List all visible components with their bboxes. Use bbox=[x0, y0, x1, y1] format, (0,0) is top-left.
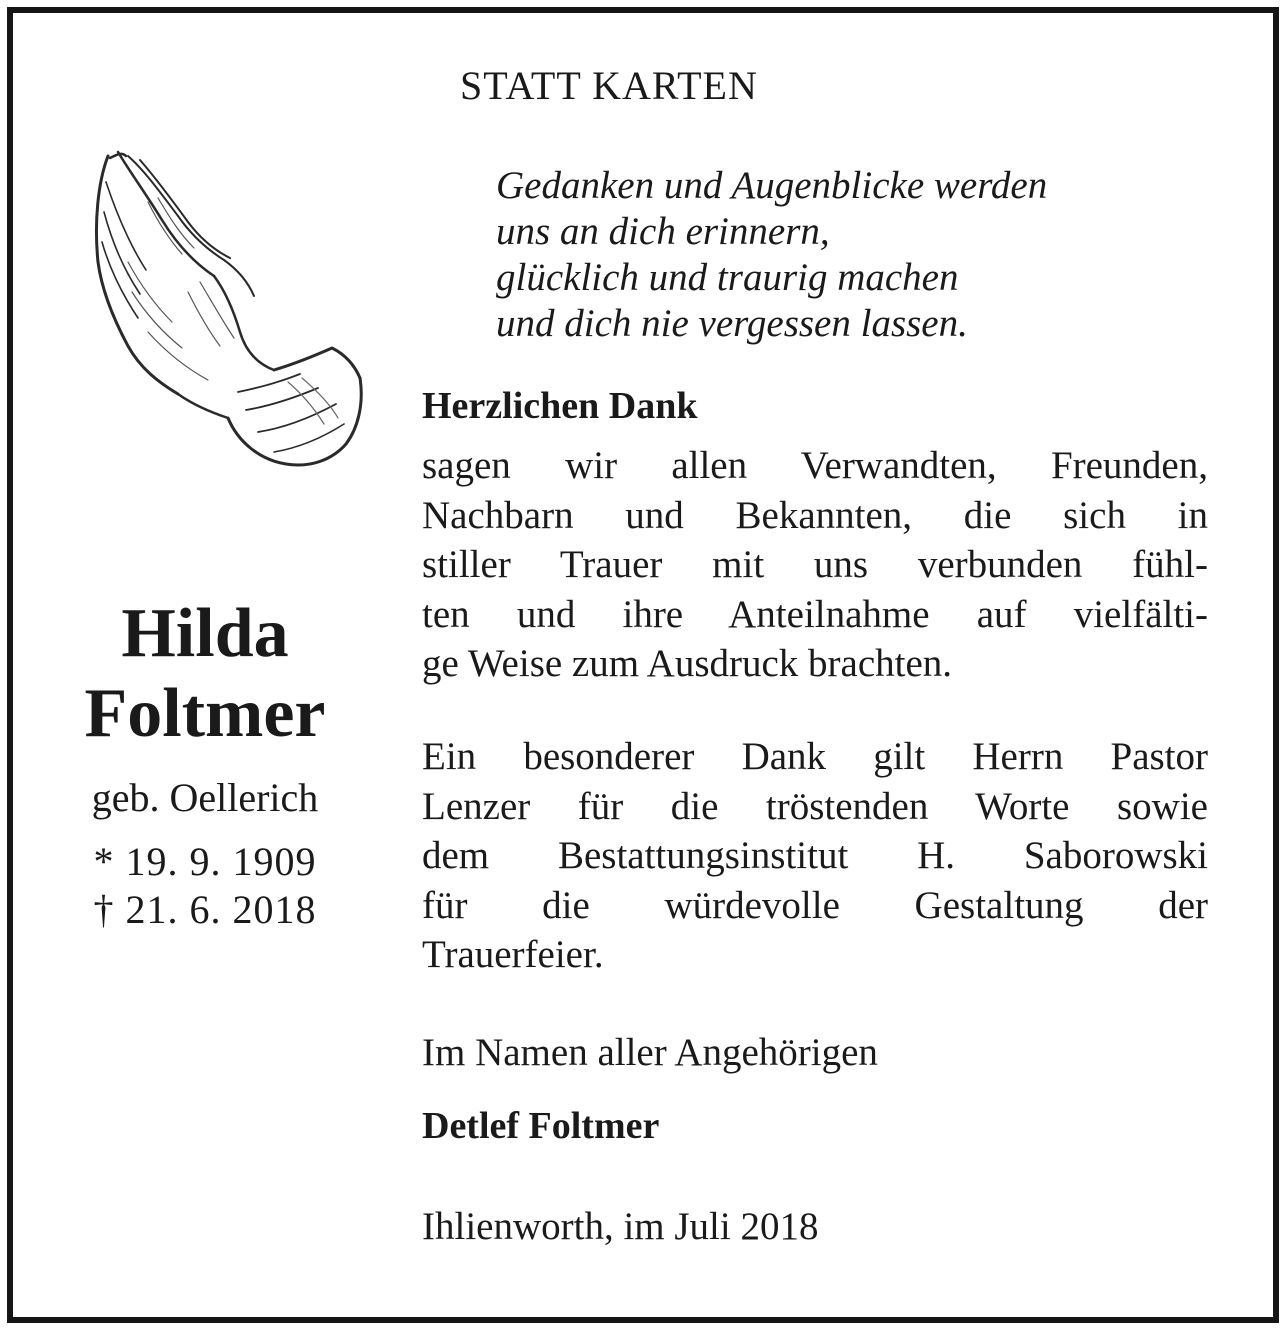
thanks-paragraph-1 bbox=[422, 441, 1208, 689]
signer-name: Detlef Foltmer bbox=[422, 1105, 660, 1147]
quote-line: uns an dich erinnern, bbox=[496, 210, 830, 253]
birth-date: * 19. 9. 1909 bbox=[93, 839, 317, 884]
paragraph-line: Lenzer für die tröstenden Worte sowie bbox=[422, 784, 1208, 828]
deceased-last-name: Foltmer bbox=[84, 675, 326, 752]
paragraph-line: Nachbarn und Bekannten, die sich in bbox=[422, 493, 1208, 537]
thanks-heading: Herzlichen Dank bbox=[422, 385, 698, 427]
paragraph-line: dem Bestattungsinstitut H. Saborowski bbox=[422, 834, 1208, 877]
deceased-maiden-name: geb. Oellerich bbox=[91, 775, 319, 820]
paragraph-line: Ein besonderer Dank gilt Herrn Pastor bbox=[422, 735, 1208, 778]
paragraph-line: Trauerfeier. bbox=[422, 933, 604, 976]
paragraph-line: ten und ihre Anteilnahme auf vielfälti- bbox=[422, 592, 1208, 636]
header-statt-karten: STATT KARTEN bbox=[460, 63, 758, 108]
paragraph-line: für die würdevolle Gestaltung der bbox=[422, 883, 1208, 927]
paragraph-line: ge Weise zum Ausdruck brachten. bbox=[422, 642, 953, 685]
paragraph-line: sagen wir allen Verwandten, Freunden, bbox=[422, 444, 1208, 487]
place-and-date: Ihlienworth, im Juli 2018 bbox=[422, 1205, 819, 1248]
closing-line: Im Namen aller Angehörigen bbox=[422, 1031, 878, 1074]
quote-line: glücklich und traurig machen bbox=[496, 256, 959, 299]
deceased-first-name: Hilda bbox=[121, 595, 289, 672]
quote-line: und dich nie vergessen lassen. bbox=[496, 302, 968, 345]
praying-hands-icon bbox=[88, 142, 368, 472]
death-date: † 21. 6. 2018 bbox=[93, 887, 317, 932]
paragraph-line: stiller Trauer mit uns verbunden fühl- bbox=[422, 543, 1208, 586]
memorial-quote bbox=[496, 163, 1047, 347]
quote-line: Gedanken und Augenblicke werden bbox=[496, 164, 1048, 207]
thanks-paragraph-2 bbox=[422, 732, 1208, 980]
